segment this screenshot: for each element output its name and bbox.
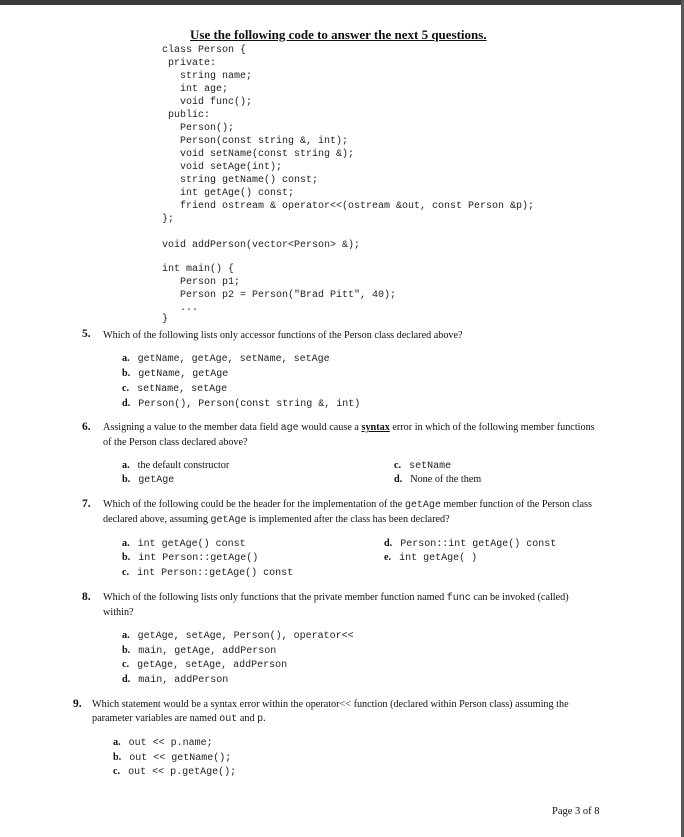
- question-text: Which of the following lists only accessor functions of the Person class declared above?: [103, 330, 463, 341]
- code-line: int getAge() const;: [162, 188, 295, 199]
- question-text: Which statement would be a syntax error within the operator<< function (declared within Person class) assuming the parameter variables are named out and p.: [92, 699, 569, 725]
- code-line: };: [162, 214, 175, 225]
- answer-option[interactable]: c. setName: [394, 460, 452, 472]
- answer-option[interactable]: b. getAge: [122, 474, 175, 486]
- code-line: friend ostream & operator<<(ostream &out, const Person &p);: [162, 201, 535, 212]
- code-line: ...: [162, 303, 199, 314]
- code-line: Person p1;: [162, 277, 241, 288]
- answer-option[interactable]: b. getName, getAge: [122, 368, 229, 380]
- code-line: private:: [162, 58, 217, 69]
- code-line: public:: [162, 110, 211, 121]
- code-line: Person();: [162, 123, 235, 134]
- answer-option[interactable]: b. out << getName();: [113, 752, 232, 764]
- question-number: 9.: [73, 698, 82, 710]
- code-line: void addPerson(vector<Person> &);: [162, 240, 361, 251]
- code-line: string getName() const;: [162, 175, 319, 186]
- answer-option[interactable]: b. int Person::getAge(): [122, 552, 259, 564]
- question-number: 7.: [82, 498, 91, 510]
- page-number: Page 3 of 8: [552, 806, 600, 817]
- answer-option[interactable]: a. out << p.name;: [113, 737, 213, 749]
- code-line: void setAge(int);: [162, 162, 283, 173]
- code-line: void setName(const string &);: [162, 149, 355, 160]
- answer-option[interactable]: a. getName, getAge, setName, setAge: [122, 353, 330, 365]
- answer-option[interactable]: d. None of the them: [394, 474, 482, 485]
- answer-option[interactable]: a. int getAge() const: [122, 538, 246, 550]
- header-title: Use the following code to answer the next 5 questions.: [190, 27, 487, 42]
- code-line: void func();: [162, 97, 253, 108]
- code-line: string name;: [162, 71, 253, 82]
- question-text: Which of the following lists only functions that the private member function named func can be invoked (called) within?: [103, 592, 569, 618]
- answer-option[interactable]: e. int getAge( ): [384, 552, 478, 564]
- code-line: }: [162, 314, 169, 325]
- question-text: Which of the following could be the header for the implementation of the getAge member function of the Person class declared above, assuming getAge is implemented after the class has been declared?: [103, 499, 592, 526]
- answer-option[interactable]: d. Person::int getAge() const: [384, 538, 557, 550]
- code-line: int main() {: [162, 264, 235, 275]
- code-line: Person(const string &, int);: [162, 136, 349, 147]
- code-line: class Person {: [162, 45, 247, 56]
- answer-option[interactable]: c. getAge, setAge, addPerson: [122, 659, 288, 671]
- code-line: int age;: [162, 84, 229, 95]
- question-text: Assigning a value to the member data field age would cause a syntax error in which of the following member functions of the Person class declared above?: [103, 422, 595, 448]
- answer-option[interactable]: d. main, addPerson: [122, 674, 229, 686]
- answer-option[interactable]: a. getAge, setAge, Person(), operator<<: [122, 630, 354, 642]
- question-number: 8.: [82, 591, 91, 603]
- answer-option[interactable]: c. out << p.getAge();: [113, 766, 237, 778]
- answer-option[interactable]: a. the default constructor: [122, 460, 230, 471]
- answer-option[interactable]: d. Person(), Person(const string &, int): [122, 398, 361, 410]
- answer-option[interactable]: b. main, getAge, addPerson: [122, 645, 277, 657]
- answer-option[interactable]: c. setName, setAge: [122, 383, 228, 395]
- question-number: 5.: [82, 328, 91, 340]
- code-line: Person p2 = Person("Brad Pitt", 40);: [162, 290, 397, 301]
- answer-option[interactable]: c. int Person::getAge() const: [122, 567, 294, 579]
- question-number: 6.: [82, 421, 91, 433]
